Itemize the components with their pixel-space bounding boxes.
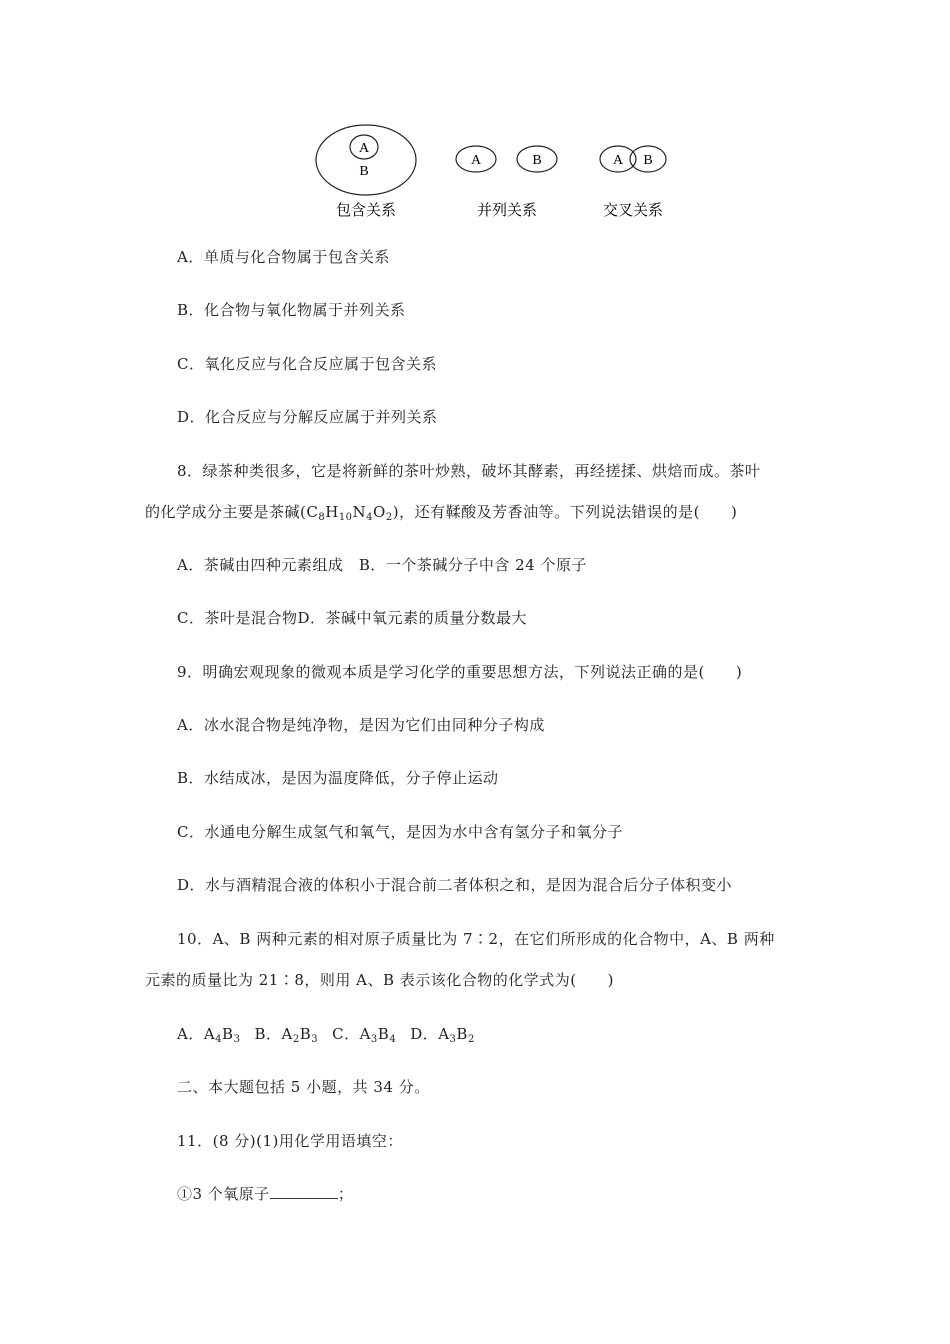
intersect-left-label: A xyxy=(612,153,624,168)
parallel-left-label: A xyxy=(470,153,482,168)
inclusion-inner-label: A xyxy=(358,141,370,156)
q8-stem-line2: 的化学成分主要是茶碱$(C_8H_{10}N_4O_2)$，还有鞣酸及芳香油等。下列说法错误的是( ) xyxy=(145,503,738,523)
q9-option-b: B．水结成冰，是因为温度降低，分子停止运动 xyxy=(177,769,499,787)
inclusion-caption: 包含关系 xyxy=(335,201,397,219)
q9-option-a: A．冰水混合物是纯净物，是因为它们由同种分子构成 xyxy=(177,716,545,734)
q8-options-ab: A．茶碱由四种元素组成 B．一个茶碱分子中含 24 个原子 xyxy=(177,556,587,574)
q11-stem: 11．(8 分)(1)用化学用语填空： xyxy=(177,1132,403,1150)
intersect-caption: 交叉关系 xyxy=(602,201,664,219)
answer-blank[interactable] xyxy=(270,1184,338,1199)
q10-option-c: C．$A_3B_4$ xyxy=(332,1025,397,1045)
q7-option-d: D．化合反应与分解反应属于并列关系 xyxy=(177,408,438,426)
q10-stem-line2: 元素的质量比为 21∶8，则用 A、B 表示该化合物的化学式为( ) xyxy=(145,971,614,989)
intersect-relation-figure xyxy=(600,146,666,219)
q8-stem-line1: 8．绿茶种类很多，它是将新鲜的茶叶炒熟，破坏其酵素，再经搓揉、烘焙而成。茶叶 xyxy=(177,462,761,480)
parallel-caption: 并列关系 xyxy=(476,201,538,219)
intersect-right-label: B xyxy=(643,153,653,168)
q10-stem-line1: 10．A、B 两种元素的相对原子质量比为 7∶2，在它们所形成的化合物中，A、B 两种 xyxy=(177,930,775,948)
q11-item-1: ①3 个氧原子 ； xyxy=(177,1185,354,1203)
section-2-heading: 二、本大题包括 5 小题，共 34 分。 xyxy=(177,1078,430,1096)
inclusion-relation-figure xyxy=(316,125,416,219)
relationship-diagram xyxy=(300,120,700,230)
parallel-relation-figure xyxy=(456,146,557,219)
q9-stem: 9．明确宏观现象的微观本质是学习化学的重要思想方法，下列说法正确的是( ) xyxy=(177,663,743,681)
q10-option-b: B．$A_2B_3$ xyxy=(254,1025,319,1045)
q9-option-d: D．水与酒精混合液的体积小于混合前二者体积之和，是因为混合后分子体积变小 xyxy=(177,876,733,894)
inclusion-outer-label: B xyxy=(359,164,369,179)
q7-option-c: C．氧化反应与化合反应属于包含关系 xyxy=(177,355,437,373)
q7-option-a: A．单质与化合物属于包含关系 xyxy=(177,248,390,266)
q10-options xyxy=(177,1024,475,1044)
q9-option-c: C．水通电分解生成氢气和氧气，是因为水中含有氢分子和氧分子 xyxy=(177,823,623,841)
q8-options-cd: C．茶叶是混合物D．茶碱中氧元素的质量分数最大 xyxy=(177,609,528,627)
q7-option-b: B．化合物与氧化物属于并列关系 xyxy=(177,301,406,319)
q10-option-a: A．$A_4B_3$ xyxy=(177,1025,241,1045)
parallel-right-label: B xyxy=(532,153,542,168)
q10-option-d: D．$A_3B_2$ xyxy=(410,1025,475,1045)
